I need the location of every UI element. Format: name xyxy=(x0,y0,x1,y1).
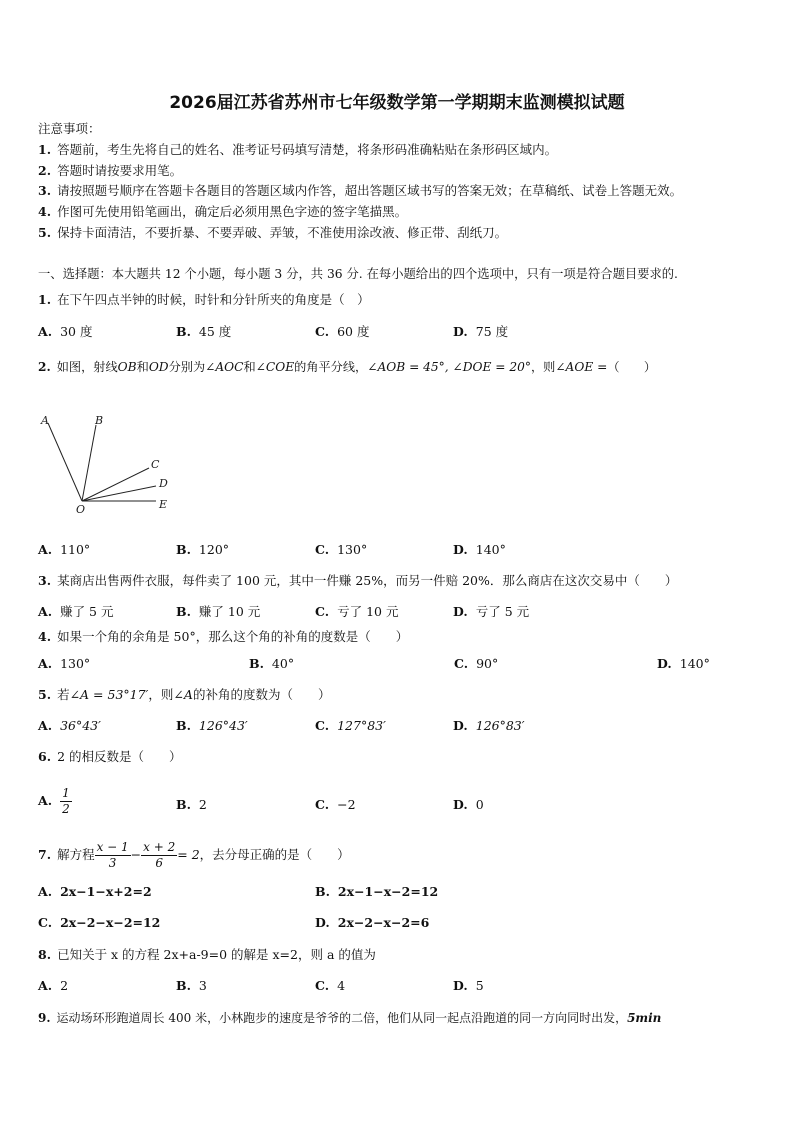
fraction-denominator: 3 xyxy=(108,856,117,870)
option-b xyxy=(176,604,260,620)
option-label: A. xyxy=(38,656,53,671)
angle-figure xyxy=(36,410,186,520)
option-text: 5 xyxy=(475,978,484,993)
question-text: ，则 xyxy=(530,360,556,374)
label-a: A xyxy=(41,414,49,427)
label-d: D xyxy=(159,477,168,490)
option-text: 2x−1−x+2=2 xyxy=(60,884,152,899)
option-text: 126°43′ xyxy=(198,718,248,733)
question-number: 1. xyxy=(38,292,52,307)
label-e: E xyxy=(159,498,168,511)
question-2 xyxy=(38,359,656,375)
fraction-right xyxy=(141,840,177,871)
question-4 xyxy=(38,629,408,645)
question-6 xyxy=(38,749,182,765)
notice-number: 3. xyxy=(38,183,52,198)
option-label: C. xyxy=(315,718,330,733)
option-text: 亏了 5 元 xyxy=(475,604,530,619)
option-b xyxy=(315,884,438,900)
question-number: 4. xyxy=(38,629,52,644)
option-text: 赚了 5 元 xyxy=(60,604,114,619)
ray-oa xyxy=(48,423,82,501)
question-number: 8. xyxy=(38,947,52,962)
question-number: 9. xyxy=(38,1011,51,1025)
option-label: A. xyxy=(38,793,53,808)
math-aoc: ∠AOC xyxy=(205,360,244,374)
notice-item xyxy=(38,142,557,158)
option-a xyxy=(38,656,90,672)
option-d xyxy=(315,915,429,931)
option-b xyxy=(176,978,207,994)
notice-number: 5. xyxy=(38,225,52,240)
math-aoe: ∠AOE = xyxy=(555,360,608,374)
option-label: D. xyxy=(453,542,468,557)
question-9 xyxy=(38,1010,661,1026)
option-label: C. xyxy=(315,324,330,339)
math-coe: ∠COE xyxy=(255,360,295,374)
minus-sign: − xyxy=(130,847,142,862)
option-d xyxy=(453,718,525,734)
option-label: D. xyxy=(453,604,468,619)
math-angle: ∠A = 53°17′ xyxy=(69,687,149,702)
question-text: 某商店出售两件衣服，每件卖了 100 元，其中一件赚 25%，而另一件赔 20%．那么商店在这次交易中（ ） xyxy=(57,573,678,588)
option-d xyxy=(453,324,508,340)
option-label: A. xyxy=(38,884,53,899)
question-number: 2. xyxy=(38,360,51,374)
option-label: C. xyxy=(315,604,330,619)
question-text: 2 的相反数是（ ） xyxy=(57,749,182,764)
option-label: B. xyxy=(176,604,191,619)
option-label: C. xyxy=(315,542,330,557)
math-condition: ∠AOB = 45°, ∠DOE = 20° xyxy=(367,360,531,374)
option-text: 赚了 10 元 xyxy=(198,604,261,619)
option-text: 127°83′ xyxy=(337,718,386,733)
option-b xyxy=(176,324,231,340)
option-text: 60 度 xyxy=(337,324,370,339)
option-text: −2 xyxy=(337,797,356,812)
question-text: 运动场环形跑道周长 400 米，小林跑步的速度是爷爷的二倍，他们从同一起点沿跑道的同一方向同时出发， xyxy=(56,1011,628,1025)
question-number: 5. xyxy=(38,687,52,702)
notice-text: 保持卡面清洁，不要折暴、不要弄破、弄皱，不准使用涂改液、修正带、刮纸刀。 xyxy=(57,225,508,240)
question-text: 分别为 xyxy=(168,360,206,374)
option-text: 130° xyxy=(60,656,91,671)
option-text: 130° xyxy=(337,542,368,557)
notice-number: 2. xyxy=(38,163,52,178)
ray-ob xyxy=(82,425,96,501)
option-label: D. xyxy=(453,718,468,733)
time-5min: 5min xyxy=(627,1011,662,1025)
notice-item xyxy=(38,204,407,220)
question-text: 若 xyxy=(57,687,70,702)
fraction-numerator: x + 2 xyxy=(143,840,176,854)
option-a xyxy=(38,718,101,734)
label-o: O xyxy=(76,503,86,516)
label-c: C xyxy=(151,458,160,471)
question-3 xyxy=(38,573,677,589)
math-angle-a: ∠A xyxy=(173,687,193,702)
label-b: B xyxy=(95,414,104,427)
option-text: 126°83′ xyxy=(475,718,525,733)
option-text: 110° xyxy=(60,542,91,557)
option-label: B. xyxy=(315,884,330,899)
option-label: D. xyxy=(453,978,468,993)
option-label: A. xyxy=(38,324,53,339)
option-text: 36°43′ xyxy=(60,718,101,733)
option-label: B. xyxy=(249,656,264,671)
question-number: 6. xyxy=(38,749,52,764)
option-c xyxy=(315,718,386,734)
option-text: 45 度 xyxy=(198,324,232,339)
option-label: A. xyxy=(38,542,53,557)
option-text: 2x−1−x−2=12 xyxy=(337,884,439,899)
option-text: 2x−2−x−2=6 xyxy=(337,915,430,930)
question-text: 和 xyxy=(136,360,149,374)
notice-item xyxy=(38,183,682,199)
notice-text: 作图可先使用铅笔画出，确定后必须用黑色字迹的签字笔描黑。 xyxy=(57,204,408,219)
option-text: 4 xyxy=(337,978,346,993)
math-ob: OB xyxy=(117,360,137,374)
option-label: C. xyxy=(315,797,330,812)
option-label: A. xyxy=(38,718,53,733)
question-1 xyxy=(38,292,370,308)
option-a xyxy=(38,884,152,900)
option-label: D. xyxy=(453,324,468,339)
option-d xyxy=(453,604,529,620)
option-label: B. xyxy=(176,978,191,993)
fraction-denominator: 2 xyxy=(62,802,70,816)
notice-text: 请按照题号顺序在答题卡各题目的答题区域内作答，超出答题区域书写的答案无效；在草稿纸、试卷上答题无效。 xyxy=(57,183,683,198)
ray-oc xyxy=(82,468,149,501)
notice-item xyxy=(38,163,182,179)
question-text: 如果一个角的余角是 50°，那么这个角的补角的度数是（ ） xyxy=(57,629,409,644)
option-label: C. xyxy=(454,656,469,671)
ray-od xyxy=(82,486,156,501)
question-paren: （ ） xyxy=(607,360,657,374)
option-text: 90° xyxy=(476,656,499,671)
option-a xyxy=(38,978,68,994)
option-text: 2x−2−x−2=12 xyxy=(60,915,161,930)
option-text: 亏了 10 元 xyxy=(337,604,399,619)
option-label: A. xyxy=(38,978,53,993)
option-c xyxy=(454,656,498,672)
question-text: 的角平分线， xyxy=(294,360,368,374)
option-c xyxy=(38,915,160,931)
option-text: 120° xyxy=(198,542,230,557)
option-label: C. xyxy=(38,915,53,930)
option-a xyxy=(38,786,72,817)
option-text: 2 xyxy=(198,797,207,812)
notice-number: 1. xyxy=(38,142,52,157)
question-8 xyxy=(38,947,376,963)
page-title: 2026届江苏省苏州市七年级数学第一学期期末监测模拟试题 xyxy=(169,93,625,113)
option-c xyxy=(315,978,345,994)
option-b xyxy=(176,797,207,813)
question-text: 解方程 xyxy=(57,847,95,862)
option-label: C. xyxy=(315,978,330,993)
option-text: 140° xyxy=(475,542,506,557)
question-text: ，则 xyxy=(148,687,174,702)
notice-text: 答题前，考生先将自己的姓名、准考证号码填写清楚，将条形码准确粘贴在条形码区域内。 xyxy=(57,142,558,157)
question-text: ，去分母正确的是（ ） xyxy=(199,847,350,862)
notice-heading: 注意事项： xyxy=(38,121,101,136)
question-text: 已知关于 x 的方程 2x+a-9=0 的解是 x=2，则 a 的值为 xyxy=(57,947,376,962)
fraction-left xyxy=(95,840,131,871)
question-text: 和 xyxy=(243,360,256,374)
option-c xyxy=(315,542,367,558)
question-text: 的补角的度数为（ ） xyxy=(192,687,331,702)
option-text: 30 度 xyxy=(60,324,93,339)
option-d xyxy=(453,797,484,813)
question-number: 7. xyxy=(38,847,52,862)
option-label: B. xyxy=(176,718,191,733)
option-text: 75 度 xyxy=(475,324,509,339)
option-text: 40° xyxy=(271,656,295,671)
equals-two: = 2 xyxy=(177,847,200,862)
option-text: 140° xyxy=(679,656,710,671)
option-c xyxy=(315,797,356,813)
option-c xyxy=(315,604,398,620)
option-label: D. xyxy=(453,797,468,812)
option-label: D. xyxy=(315,915,330,930)
fraction-denominator: 6 xyxy=(155,856,164,870)
option-c xyxy=(315,324,369,340)
option-text: 0 xyxy=(475,797,484,812)
option-d xyxy=(453,978,484,994)
fraction-numerator: x − 1 xyxy=(96,840,129,854)
option-label: B. xyxy=(176,324,191,339)
fraction-numerator: 1 xyxy=(62,786,70,800)
option-text: 3 xyxy=(198,978,207,993)
option-text: 2 xyxy=(60,978,69,993)
notice-item xyxy=(38,225,507,241)
question-number: 3. xyxy=(38,573,52,588)
option-b xyxy=(176,718,248,734)
option-a xyxy=(38,324,92,340)
option-b xyxy=(176,542,229,558)
notice-text: 答题时请按要求用笔。 xyxy=(57,163,183,178)
option-b xyxy=(249,656,294,672)
option-label: D. xyxy=(657,656,672,671)
option-d xyxy=(453,542,506,558)
question-5 xyxy=(38,687,330,703)
option-d xyxy=(657,656,710,672)
option-label: A. xyxy=(38,604,53,619)
option-label: B. xyxy=(176,542,191,557)
math-od: OD xyxy=(148,360,169,374)
option-a xyxy=(38,542,90,558)
question-7 xyxy=(38,838,350,872)
question-text: 在下午四点半钟的时候，时针和分针所夹的角度是（ ） xyxy=(57,292,370,307)
section-heading: 一、选择题：本大题共 12 个小题，每小题 3 分，共 36 分. 在每小题给出的四个选项中，只有一项是符合题目要求的. xyxy=(38,267,678,281)
question-text: 如图，射线 xyxy=(56,360,118,374)
notice-number: 4. xyxy=(38,204,52,219)
option-a xyxy=(38,604,113,620)
fraction-one-half xyxy=(60,786,72,817)
option-label: B. xyxy=(176,797,191,812)
